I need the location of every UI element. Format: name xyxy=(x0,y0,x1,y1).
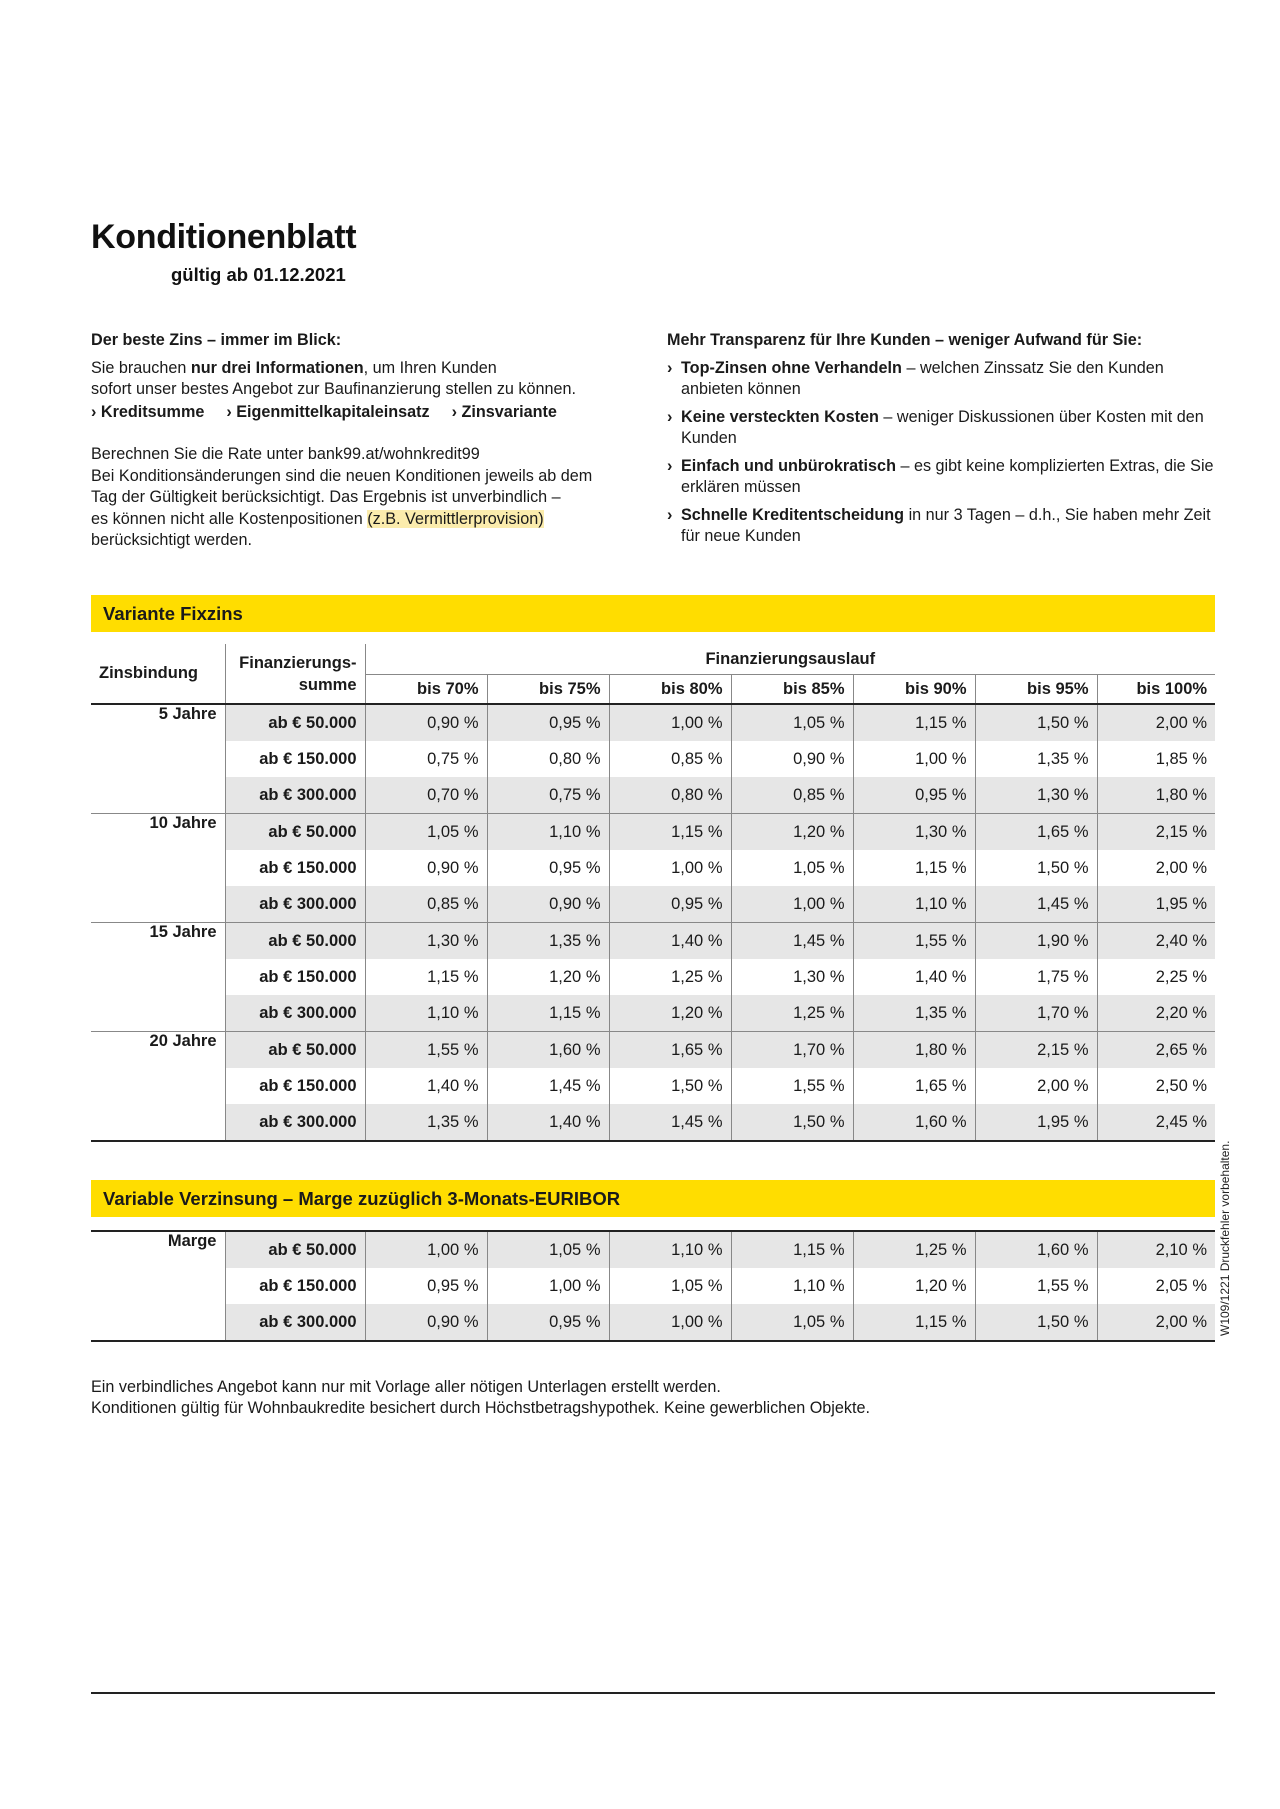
rate-cell: 1,25 % xyxy=(853,1231,975,1268)
rate-cell: 1,00 % xyxy=(365,1231,487,1268)
amount-label: ab € 300.000 xyxy=(225,777,365,814)
rate-cell: 2,10 % xyxy=(1097,1231,1215,1268)
valid-from-date: gültig ab 01.12.2021 xyxy=(171,264,346,285)
rate-cell: 1,40 % xyxy=(427,1076,479,1095)
rate-cell: 0,95 % xyxy=(427,1276,479,1295)
rate-cell: 1,65 % xyxy=(853,1068,975,1104)
rate-cell: 1,05 % xyxy=(609,1268,731,1304)
rate-cell: 1,35 % xyxy=(365,1104,487,1141)
financing-ratio-header: bis 85% xyxy=(731,675,853,705)
table-row xyxy=(91,741,1215,777)
amount-label: ab € 300.000 xyxy=(225,1104,365,1141)
rate-cell: 2,00 % xyxy=(1097,704,1215,741)
rate-cell: 0,85 % xyxy=(731,777,853,814)
disclaimer-line-3 xyxy=(91,509,651,531)
keyword-rate-variant: › Zinsvariante xyxy=(452,402,557,424)
amount-label: ab € 50.000 xyxy=(225,1032,365,1069)
table-row xyxy=(91,1104,1215,1141)
benefit-item xyxy=(667,358,1217,401)
rate-calculator-text: Berechnen Sie die Rate unter bank99.at/wohnkredit99 xyxy=(91,445,480,463)
rate-cell: 1,55 % xyxy=(853,923,975,960)
rate-cell: 0,75 % xyxy=(427,749,479,768)
amount-header-line-1: Finanzierungs- xyxy=(239,653,357,672)
amount-label: ab € 150.000 xyxy=(225,741,365,777)
rate-cell: 2,25 % xyxy=(1097,959,1215,995)
rate-cell: 1,05 % xyxy=(731,850,853,886)
amount-label: ab € 150.000 xyxy=(225,959,365,995)
rate-cell: 2,05 % xyxy=(1097,1268,1215,1304)
rate-cell: 1,60 % xyxy=(487,1032,609,1069)
rate-cell: 1,50 % xyxy=(731,1104,853,1141)
rate-cell: 1,50 % xyxy=(975,1304,1097,1341)
rate-cell: 1,60 % xyxy=(853,1104,975,1141)
rate-cell: 1,50 % xyxy=(609,1068,731,1104)
rate-cell: 1,65 % xyxy=(609,1032,731,1069)
rate-cell: 1,75 % xyxy=(975,959,1097,995)
financing-ratio-header: bis 80% xyxy=(609,675,731,705)
rate-cell: 1,25 % xyxy=(731,995,853,1032)
amount-label: ab € 150.000 xyxy=(225,1268,365,1304)
best-rate-section xyxy=(91,330,651,552)
rate-cell: 2,40 % xyxy=(1097,923,1215,960)
rate-cell: 1,10 % xyxy=(487,814,609,851)
rate-cell: 1,70 % xyxy=(975,995,1097,1032)
rate-cell: 1,45 % xyxy=(975,886,1097,923)
keyword-loan-amount: › Kreditsumme xyxy=(91,402,204,424)
rate-cell: 1,10 % xyxy=(609,1231,731,1268)
financing-ratio-header: bis 70% xyxy=(365,675,487,705)
rate-cell: 2,65 % xyxy=(1097,1032,1215,1069)
footnote-validity: Konditionen gültig für Wohnbaukredite besichert durch Höchstbetragshypothek. Keine gewerblichen Objekte. xyxy=(91,1399,870,1417)
intro-line-2: sofort unser bestes Angebot zur Baufinanzierung stellen zu können. xyxy=(91,380,577,398)
rate-cell: 0,95 % xyxy=(487,704,609,741)
highlighted-commission-note: (z.B. Vermittlerprovision) xyxy=(367,509,544,528)
rate-cell: 1,35 % xyxy=(487,923,609,960)
financing-ratio-header: bis 90% xyxy=(853,675,975,705)
rate-cell: 1,00 % xyxy=(487,1268,609,1304)
amount-label: ab € 50.000 xyxy=(225,1231,365,1268)
document-code: W109/1221 Druckfehler vorbehalten. xyxy=(1218,1140,1232,1336)
amount-label: ab € 300.000 xyxy=(225,1304,365,1341)
amount-label: ab € 150.000 xyxy=(225,850,365,886)
rate-cell: 1,35 % xyxy=(853,995,975,1032)
rate-cell: 2,45 % xyxy=(1097,1104,1215,1141)
rate-cell: 1,90 % xyxy=(975,923,1097,960)
rate-cell: 0,95 % xyxy=(853,777,975,814)
transparency-section xyxy=(667,330,1217,554)
amount-label: ab € 50.000 xyxy=(225,814,365,851)
rate-cell: 0,90 % xyxy=(487,886,609,923)
page-title: Konditionenblatt xyxy=(91,218,357,256)
table-row xyxy=(91,1268,1215,1304)
rate-cell: 2,50 % xyxy=(1097,1068,1215,1104)
rate-cell: 1,85 % xyxy=(1097,741,1215,777)
rate-cell: 1,05 % xyxy=(487,1231,609,1268)
benefit-text: – weniger Diskussionen über Kosten mit den Kunden xyxy=(681,407,1204,447)
table-row xyxy=(91,1032,1215,1069)
amount-label: ab € 50.000 xyxy=(225,923,365,960)
rate-cell: 1,55 % xyxy=(731,1068,853,1104)
rate-cell: 1,10 % xyxy=(853,886,975,923)
rate-cell: 1,00 % xyxy=(609,1304,731,1341)
rate-cell: 1,80 % xyxy=(1097,777,1215,814)
table-row xyxy=(91,1068,1215,1104)
rate-cell: 2,00 % xyxy=(1097,850,1215,886)
disclaimer-pre: es können nicht alle Kostenpositionen xyxy=(91,509,368,528)
margin-label: Marge xyxy=(91,1231,225,1341)
rate-cell: 1,20 % xyxy=(609,995,731,1032)
amount-label: ab € 300.000 xyxy=(225,886,365,923)
rate-cell: 1,00 % xyxy=(731,886,853,923)
benefit-text: in nur 3 Tagen – d.h., Sie haben mehr Zeit für neue Kunden xyxy=(681,505,1211,545)
table-row xyxy=(91,704,1215,741)
fixed-rate-table xyxy=(91,644,1215,1142)
rate-cell: 1,80 % xyxy=(853,1032,975,1069)
rate-cell: 1,35 % xyxy=(975,741,1097,777)
rate-cell: 2,15 % xyxy=(975,1032,1097,1069)
rate-cell: 1,00 % xyxy=(609,850,731,886)
transparency-heading: Mehr Transparenz für Ihre Kunden – weniger Aufwand für Sie: xyxy=(667,331,1143,349)
rate-cell: 1,10 % xyxy=(731,1268,853,1304)
table-row xyxy=(91,959,1215,995)
rate-cell: 0,90 % xyxy=(365,704,487,741)
rate-cell: 1,15 % xyxy=(609,814,731,851)
column-header-term: Zinsbindung xyxy=(91,644,225,704)
rate-cell: 1,30 % xyxy=(731,959,853,995)
benefit-item xyxy=(667,407,1217,450)
table-row xyxy=(91,777,1215,814)
intro-text xyxy=(91,358,651,380)
rate-cell: 1,05 % xyxy=(731,1304,853,1341)
rate-cell: 1,95 % xyxy=(1097,886,1215,923)
disclaimer-line-4: berücksichtigt werden. xyxy=(91,531,253,549)
rate-cell: 0,85 % xyxy=(365,886,487,923)
rate-cell: 1,95 % xyxy=(975,1104,1097,1141)
rate-cell: 0,70 % xyxy=(365,777,487,814)
benefit-title: Top-Zinsen ohne Verhandeln xyxy=(681,358,902,377)
table-row xyxy=(91,1231,1215,1268)
benefit-title: Einfach und unbürokratisch xyxy=(681,456,896,475)
rate-cell: 2,00 % xyxy=(975,1068,1097,1104)
rate-cell: 2,20 % xyxy=(1097,995,1215,1032)
rate-cell: 0,75 % xyxy=(487,777,609,814)
rate-cell: 1,45 % xyxy=(487,1068,609,1104)
rate-cell: 0,90 % xyxy=(427,858,479,877)
disclaimer-line-1: Bei Konditionsänderungen sind die neuen Konditionen jeweils ab dem xyxy=(91,466,593,485)
table-row xyxy=(91,1304,1215,1341)
rate-cell: 1,60 % xyxy=(975,1231,1097,1268)
rate-cell: 1,55 % xyxy=(365,1032,487,1069)
disclaimer-line-2: Tag der Gültigkeit berücksichtigt. Das Ergebnis ist unverbindlich – xyxy=(91,488,561,506)
financing-ratio-header: bis 95% xyxy=(975,675,1097,705)
rate-cell: 1,05 % xyxy=(365,814,487,851)
rate-cell: 1,45 % xyxy=(731,923,853,960)
footnote-offer: Ein verbindliches Angebot kann nur mit Vorlage aller nötigen Unterlagen erstellt werden. xyxy=(91,1378,721,1396)
rate-cell: 1,50 % xyxy=(975,850,1097,886)
table-row xyxy=(91,886,1215,923)
table-row xyxy=(91,850,1215,886)
rate-cell: 1,20 % xyxy=(731,814,853,851)
column-header-financing-ratio: Finanzierungsauslauf xyxy=(365,644,1215,675)
rate-cell: 0,90 % xyxy=(731,741,853,777)
financing-ratio-header: bis 75% xyxy=(487,675,609,705)
rate-cell: 1,30 % xyxy=(365,923,487,960)
benefit-list xyxy=(667,358,1217,548)
rate-cell: 1,10 % xyxy=(365,995,487,1032)
rate-cell: 1,55 % xyxy=(975,1268,1097,1304)
table-row xyxy=(91,995,1215,1032)
benefit-text: – welchen Zinssatz Sie den Kunden anbieten können xyxy=(681,358,1164,398)
rate-cell: 1,45 % xyxy=(609,1104,731,1141)
rate-cell: 0,80 % xyxy=(487,741,609,777)
term-label: 20 Jahre xyxy=(91,1032,225,1142)
amount-header-line-2: summe xyxy=(298,675,357,694)
financing-ratio-header: bis 100% xyxy=(1097,675,1215,705)
column-header-amount xyxy=(225,644,365,704)
rate-cell: 1,40 % xyxy=(487,1104,609,1141)
rate-cell: 1,20 % xyxy=(853,1268,975,1304)
rate-cell: 1,70 % xyxy=(731,1032,853,1069)
term-label: 10 Jahre xyxy=(91,814,225,923)
rate-cell: 1,20 % xyxy=(487,959,609,995)
benefit-title: Schnelle Kreditentscheidung xyxy=(681,505,905,524)
rate-cell: 1,65 % xyxy=(975,814,1097,851)
table-row xyxy=(91,814,1215,851)
benefit-item xyxy=(667,456,1217,499)
rate-cell: 1,30 % xyxy=(853,814,975,851)
rate-cell: 1,00 % xyxy=(853,741,975,777)
variable-rate-table xyxy=(91,1230,1215,1342)
rate-cell: 0,90 % xyxy=(365,1304,487,1341)
amount-label: ab € 150.000 xyxy=(225,1068,365,1104)
rate-cell: 0,95 % xyxy=(487,850,609,886)
rate-cell: 1,25 % xyxy=(609,959,731,995)
rate-cell: 1,00 % xyxy=(609,704,731,741)
rate-cell: 1,15 % xyxy=(853,850,975,886)
rate-cell: 1,15 % xyxy=(731,1231,853,1268)
rate-cell: 1,40 % xyxy=(853,959,975,995)
rate-cell: 2,15 % xyxy=(1097,814,1215,851)
rate-cell: 1,50 % xyxy=(975,704,1097,741)
term-label: 5 Jahre xyxy=(91,704,225,814)
rate-cell: 0,85 % xyxy=(609,741,731,777)
rate-cell: 0,95 % xyxy=(487,1304,609,1341)
intro-post: , um Ihren Kunden xyxy=(363,358,497,377)
rate-cell: 2,00 % xyxy=(1097,1304,1215,1341)
footer-rule xyxy=(91,1692,1215,1694)
intro-bold: nur drei Informationen xyxy=(190,358,364,377)
keyword-list xyxy=(91,402,651,424)
rate-cell: 1,05 % xyxy=(731,704,853,741)
variable-rate-band: Variable Verzinsung – Marge zuzüglich 3-Monats-EURIBOR xyxy=(91,1180,1215,1217)
keyword-equity: › Eigenmittelkapitaleinsatz xyxy=(226,402,429,424)
benefit-item xyxy=(667,505,1217,548)
rate-cell: 0,80 % xyxy=(609,777,731,814)
footnotes xyxy=(91,1377,870,1419)
fixed-rate-band: Variante Fixzins xyxy=(91,595,1215,632)
intro-pre: Sie brauchen xyxy=(91,358,191,377)
benefit-title: Keine versteckten Kosten xyxy=(681,407,879,426)
rate-cell: 1,15 % xyxy=(487,995,609,1032)
rate-cell: 0,95 % xyxy=(609,886,731,923)
term-label: 15 Jahre xyxy=(91,923,225,1032)
amount-label: ab € 50.000 xyxy=(225,704,365,741)
rate-cell: 1,15 % xyxy=(853,704,975,741)
rate-cell: 1,15 % xyxy=(427,967,479,986)
rate-cell: 1,30 % xyxy=(975,777,1097,814)
rate-cell: 1,15 % xyxy=(853,1304,975,1341)
rate-cell: 1,40 % xyxy=(609,923,731,960)
best-rate-heading: Der beste Zins – immer im Blick: xyxy=(91,331,342,349)
benefit-text: – es gibt keine komplizierten Extras, die Sie erklären müssen xyxy=(681,456,1214,496)
table-row xyxy=(91,923,1215,960)
amount-label: ab € 300.000 xyxy=(225,995,365,1032)
